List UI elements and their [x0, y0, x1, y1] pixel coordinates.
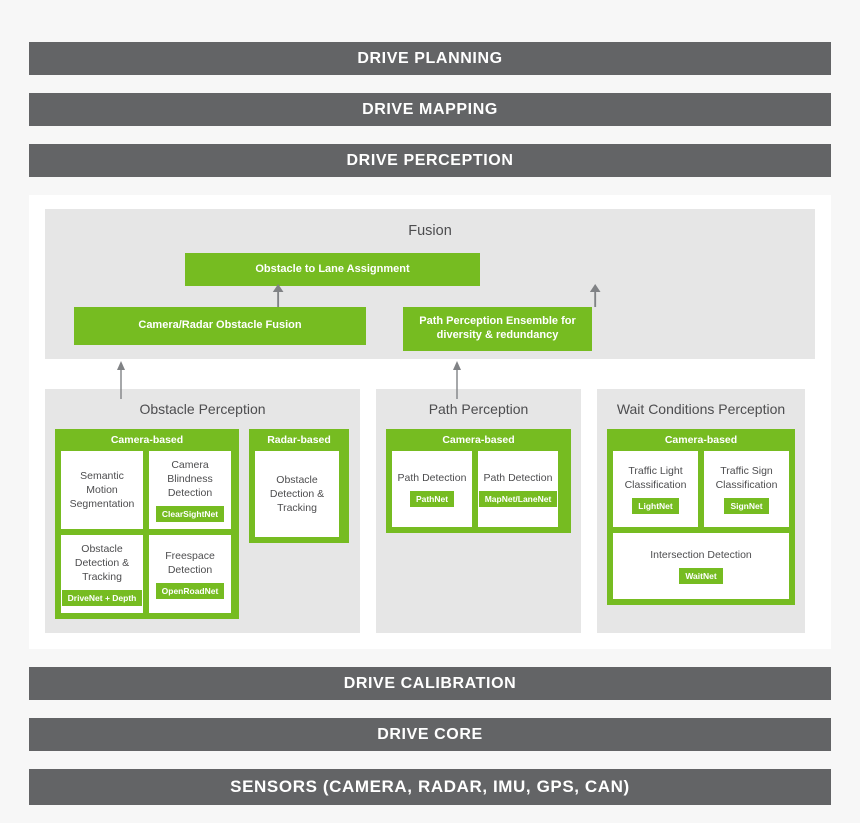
group-obstacle-camera-based	[55, 429, 239, 619]
card-traffic-light-classification	[613, 451, 698, 527]
card-label: Obstacle Detection & Tracking	[269, 473, 325, 515]
group-obstacle-radar-based	[249, 429, 349, 543]
card-label: Semantic Motion Segmentation	[69, 469, 135, 511]
card-intersection-detection	[613, 533, 789, 599]
tag-lightnet: LightNet	[632, 498, 678, 514]
group-title-wait-camera: Camera-based	[664, 434, 738, 446]
tag-waitnet: WaitNet	[679, 568, 722, 584]
card-obstacle-detection-tracking-camera	[61, 535, 143, 613]
layer-drive-mapping: DRIVE MAPPING	[29, 93, 831, 126]
column-title-wait: Wait Conditions Perception	[616, 401, 786, 417]
card-label: Camera Blindness Detection	[167, 458, 213, 500]
group-title-obstacle-camera: Camera-based	[110, 434, 184, 446]
tag-pathnet: PathNet	[410, 491, 454, 507]
card-path-detection-pathnet	[392, 451, 472, 527]
layer-drive-calibration: DRIVE CALIBRATION	[29, 667, 831, 700]
card-semantic-motion-segmentation	[61, 451, 143, 529]
group-wait-camera-based	[607, 429, 795, 605]
card-traffic-sign-classification	[704, 451, 789, 527]
column-title-obstacle: Obstacle Perception	[139, 401, 266, 417]
layer-drive-core: DRIVE CORE	[29, 718, 831, 751]
perception-columns	[45, 389, 815, 633]
card-label: Intersection Detection	[650, 548, 752, 561]
card-label: Path Detection	[397, 471, 467, 484]
layer-drive-perception: DRIVE PERCEPTION	[29, 144, 831, 177]
camera-radar-obstacle-fusion-block: Camera/Radar Obstacle Fusion	[74, 307, 366, 345]
card-label: Freespace Detection	[165, 549, 215, 576]
group-title-obstacle-radar: Radar-based	[267, 434, 331, 446]
tag-signnet: SignNet	[724, 498, 768, 514]
group-title-path-camera: Camera-based	[442, 434, 515, 446]
card-camera-blindness-detection	[149, 451, 231, 529]
column-title-path: Path Perception	[428, 401, 529, 417]
perception-panel	[29, 195, 831, 649]
card-label: Obstacle Detection & Tracking	[74, 542, 130, 584]
card-freespace-detection	[149, 535, 231, 613]
layer-drive-planning: DRIVE PLANNING	[29, 42, 831, 75]
tag-mapnet-lanenet: MapNet/LaneNet	[479, 491, 558, 507]
column-wait-conditions-perception	[597, 389, 805, 633]
card-label: Traffic Sign Classification	[715, 464, 778, 491]
architecture-stack	[29, 42, 831, 823]
card-obstacle-detection-tracking-radar	[255, 451, 339, 537]
column-obstacle-perception	[45, 389, 360, 633]
tag-drivenet-depth: DriveNet + Depth	[62, 590, 143, 606]
obstacle-to-lane-assignment-block: Obstacle to Lane Assignment	[185, 253, 480, 286]
layer-sensors: SENSORS (CAMERA, RADAR, IMU, GPS, CAN)	[29, 769, 831, 805]
fusion-block	[45, 209, 815, 359]
tag-clearsightnet: ClearSightNet	[156, 506, 224, 522]
column-path-perception	[376, 389, 581, 633]
group-path-camera-based	[386, 429, 571, 533]
card-path-detection-mapnet-lanenet	[478, 451, 558, 527]
card-label: Traffic Light Classification	[624, 464, 687, 491]
tag-openroadnet: OpenRoadNet	[156, 583, 225, 599]
path-perception-ensemble-block: Path Perception Ensemble for diversity & redundancy	[403, 307, 592, 351]
card-label: Path Detection	[483, 471, 553, 484]
fusion-title: Fusion	[408, 223, 452, 239]
